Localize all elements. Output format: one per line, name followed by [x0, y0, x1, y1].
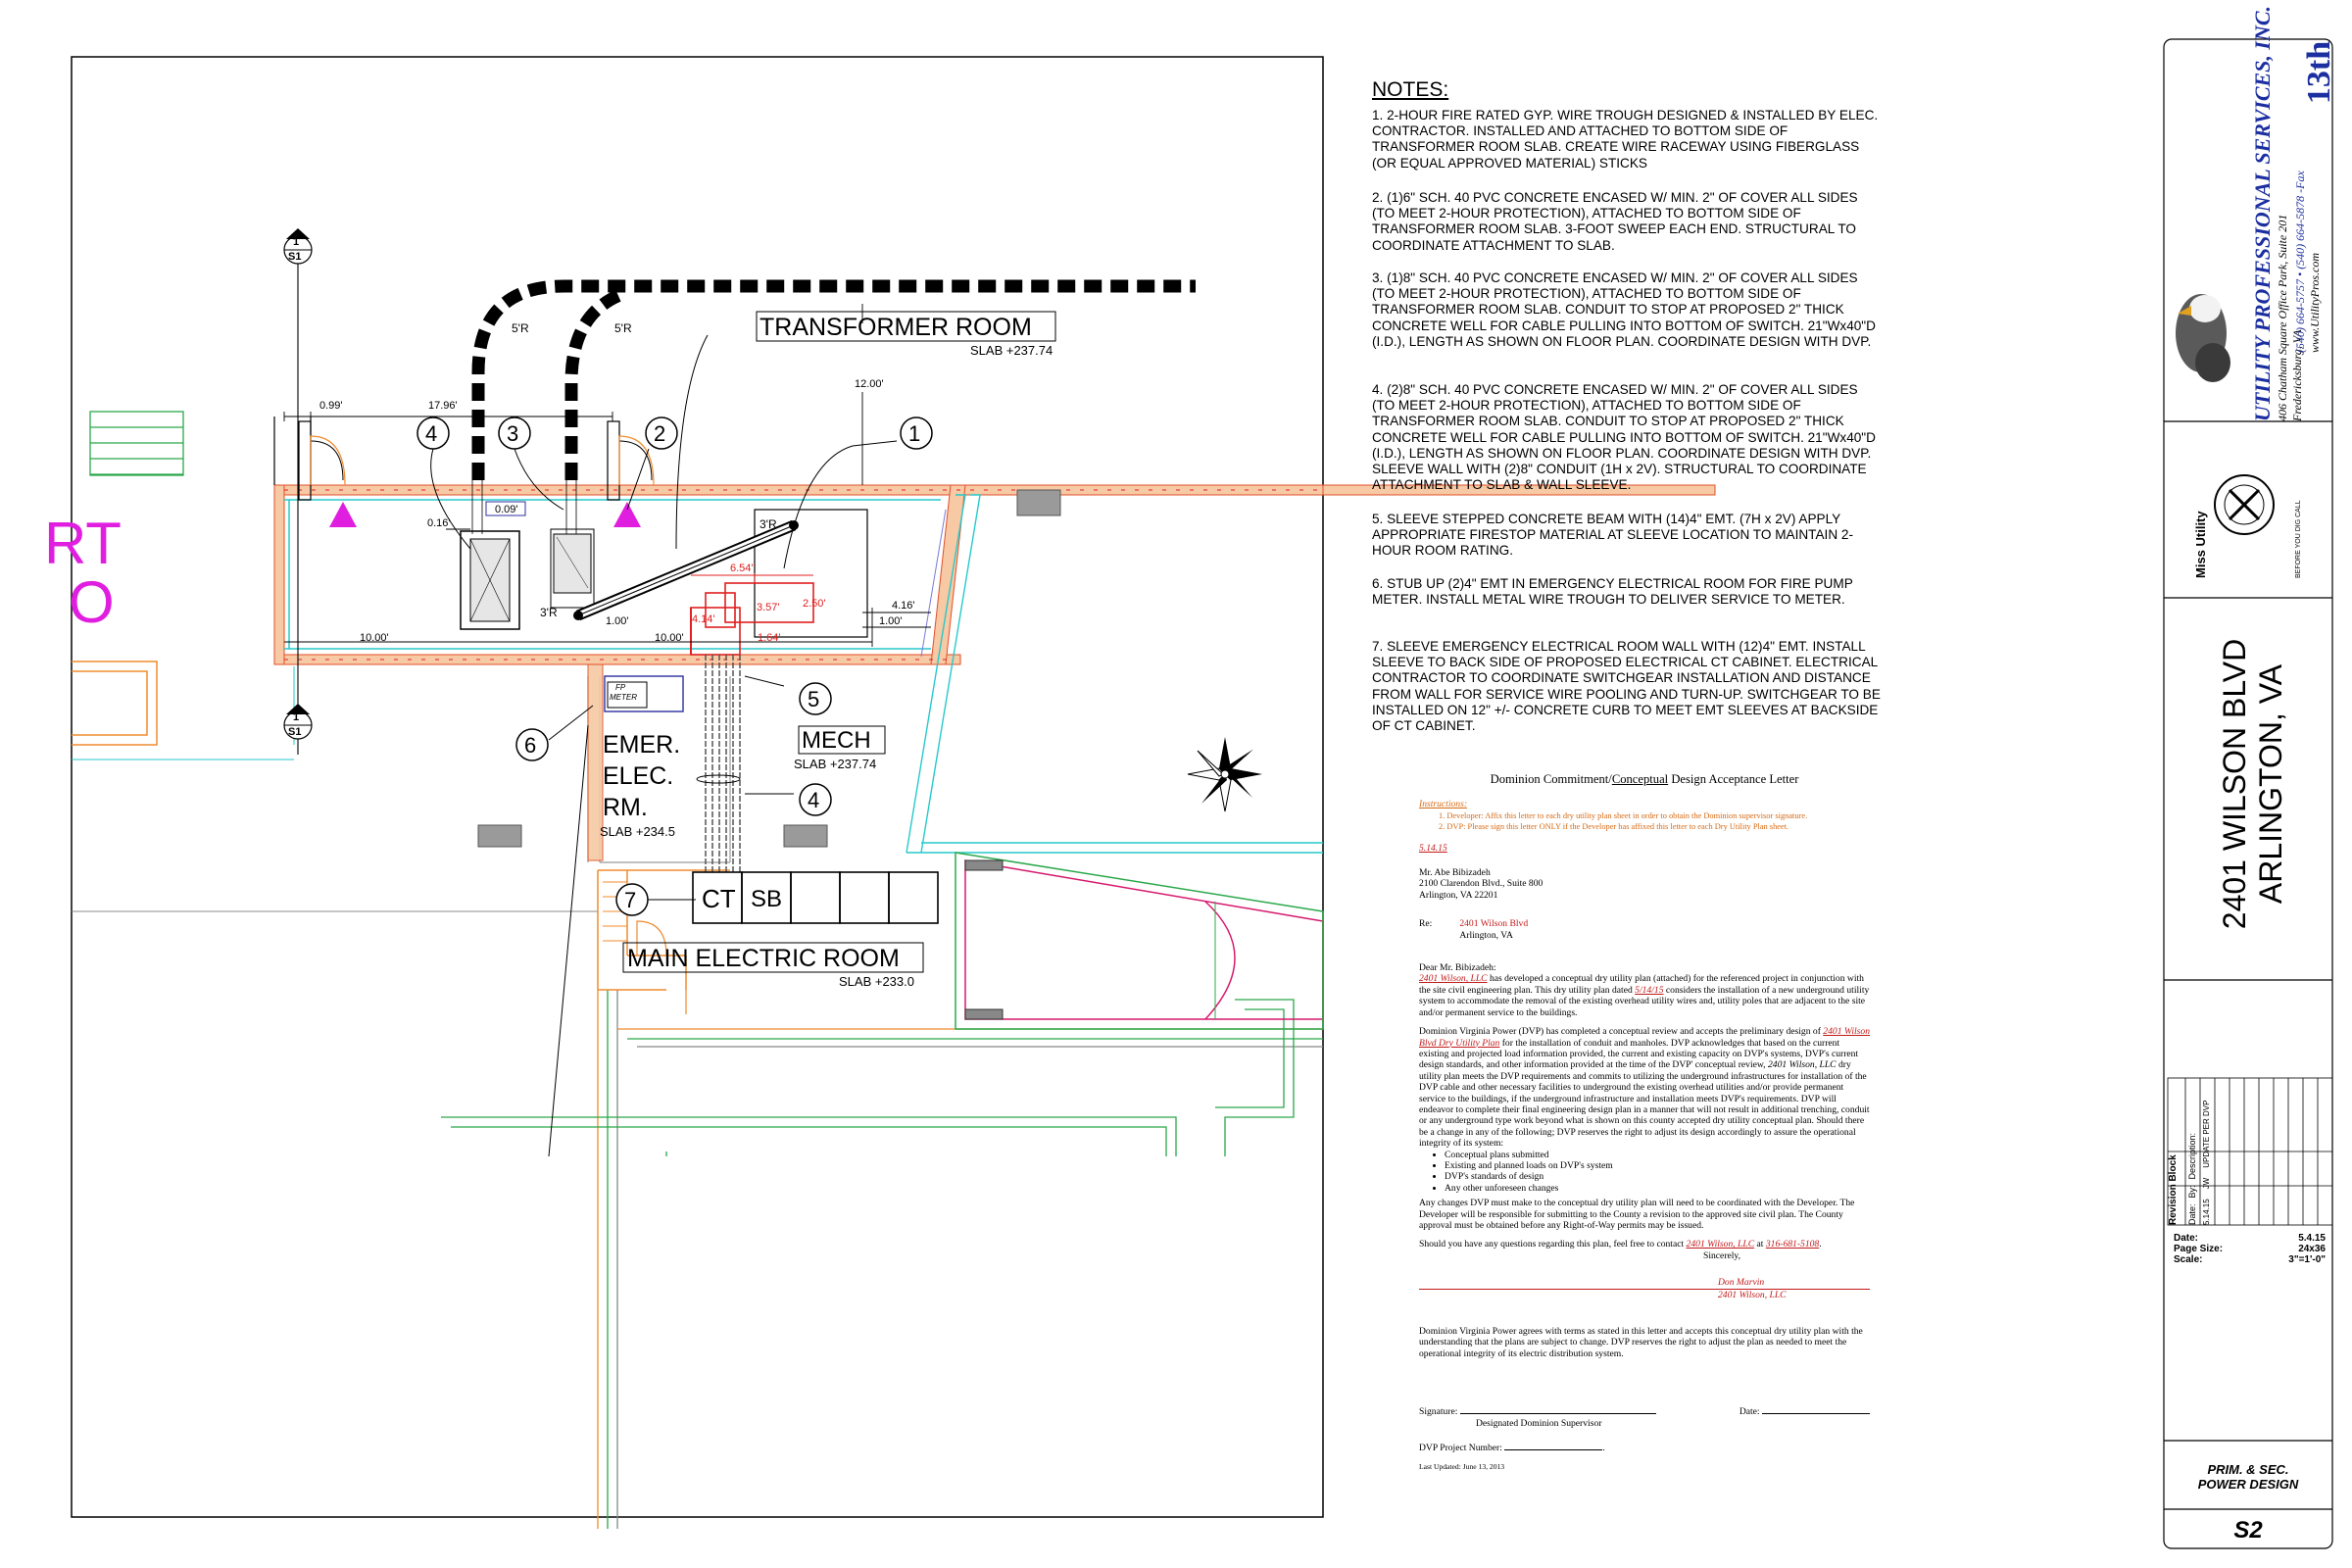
- dim-label: 0.16': [427, 517, 451, 529]
- signature-label: Signature:: [1419, 1406, 1458, 1418]
- sheet-title-2: POWER DESIGN: [2197, 1477, 2299, 1492]
- ct-cabinet-label: CT: [702, 884, 736, 913]
- page-size-value: 24x36: [2298, 1244, 2326, 1254]
- logo-13th: 13th: [2301, 40, 2338, 105]
- letter-sincerely: Sincerely,: [1703, 1250, 1741, 1261]
- main-electric-room-label: MAIN ELECTRIC ROOM: [627, 945, 900, 972]
- fp-label-2: METER: [610, 693, 637, 702]
- notes-title: NOTES:: [1372, 78, 1449, 101]
- list-item: • Conceptual plans submitted: [1445, 1150, 1870, 1160]
- letter-paragraph-2: Dominion Virginia Power (DVP) has completed a conceptual review and accepts the preliminary design of 2401 Wilson Blvd Dry Utility Plan for the installation of conduit and manholes. DVP acknowledges that based on the current existing and projected load information provided, the current and existing capacity on DVP's systems, DVP's current design standards, and other information provided at the time of the DVP' conceptual review, 2401 Wilson, LLC dry utility plan meets the DVP requirements and commits to utilizing the underground infrastructures for installation of the DVP cable and other necessary facilities to underground the existing overhead utilities and/or provide permanent service to the buildings, if the underground infrastructure and installation meets DVP's requirements. DVP will endeavor to complete their final engineering design plan in a manner that will not result in additional trenching, conduit or any underground type work beyond what is shown on this county accepted dry utility conceptual plan. Should there be a change in any of the following; DVP reserves the right to adjust its design accordingly to assure the operational integrity of its system:: [1419, 1026, 1871, 1150]
- letter-title: Dominion Commitment/Conceptual Design Acceptance Letter: [1490, 772, 1799, 786]
- gray-pad: [1017, 490, 1060, 515]
- company-name: UTILITY PROFESSIONAL SERVICES, INC.: [2250, 5, 2275, 421]
- sheet-title-1: PRIM. & SEC.: [2207, 1462, 2289, 1477]
- dim-label: 3'R: [540, 606, 558, 619]
- letter-instruction-2: 2. DVP: Please sign this letter ONLY if the Developer has affixed this letter to each Dry Utility Plan sheet.: [1439, 822, 1789, 832]
- page-size-label: Page Size:: [2174, 1244, 2224, 1254]
- emer-label-3: RM.: [603, 794, 648, 821]
- date-info-label: Date:: [2174, 1233, 2199, 1244]
- date-info-value: 5.4.15: [2298, 1233, 2326, 1244]
- main-slab-label: SLAB +233.0: [839, 974, 914, 989]
- letter-re-1: 2401 Wilson Blvd: [1459, 918, 1529, 930]
- edge-letter-o: O: [69, 569, 115, 635]
- sheet-title: [2164, 1462, 2332, 1492]
- callout-6: 6: [524, 733, 537, 758]
- dim-label: 10.00': [360, 632, 389, 644]
- sheet-info: [2174, 1233, 2326, 1265]
- gray-pad: [478, 825, 521, 847]
- company-address-1: 406 Chatham Square Office Park, Suite 201: [2276, 214, 2289, 421]
- dim-label: 12.00': [855, 378, 884, 390]
- note-4: 4. (2)8" SCH. 40 PVC CONCRETE ENCASED W/ MIN. 2" OF COVER ALL SIDES (TO MEET 2-HOUR PROTECTION), ATTACHED TO BOTTOM SIDE OF TRANSFORMER ROOM SLAB. CONDUIT TO STOP AT PROPOSED 2" THICK CONCRETE WELL FOR CABLE PULLING INTO BOTTOM OF SWITCH. 21"Wx40"D (I.D.), LENGTH AS SHOWN ON FLOOR PLAN. COORDINATE DESIGN WITH DVP. SLEEVE WALL WITH (2)8" CONDUIT (1H x 2V). STRUCTURAL TO COORDINATE ATTACHMENT TO SLAB & WALL SLEEVE.: [1372, 382, 1876, 493]
- company-phone: (540) 664-5757 • (540) 664-5878 -Fax: [2293, 171, 2307, 353]
- rev-date: 5.14.15: [2202, 1199, 2211, 1225]
- sheet-number: S2: [2233, 1517, 2263, 1544]
- rev-header-by: By:: [2187, 1185, 2197, 1199]
- section-num-bottom: 1: [293, 711, 300, 723]
- list-item: • Existing and planned loads on DVP's system: [1445, 1160, 1870, 1171]
- callout-3: 3: [507, 421, 519, 446]
- letter-salutation: Dear Mr. Bibizadeh:: [1419, 962, 1496, 974]
- acceptance-letter: Dominion Commitment/Conceptual Design Acceptance Letter Instructions: 1. Developer: Affix this letter to each dry utility plan sheet in order to obtain the Dominion supervisor signature. 2. DVP: Please sign this letter ONLY if the Developer has affixed this letter to each Dry Utility Plan sheet. 5.14.15 Mr. Abe Bibizadeh 2100 Clarendon Blvd., Suite 800 Arlington, VA 22201 Re: 2401 Wilson Blvd Arlington, VA Dear Mr. Bibizadeh: 2401 Wilson, LLC has developed a conceptual dry utility plan (attached) for the referenced project in conjunction with the site civil engineering plan. This dry utility plan dated 5/14/15 considers the installation of a new underground utility system to accommodate the removal of the existing overhead utility wires and, utility poles that are adjacent to the site and/or permanent service to the buildings. Dominion Virginia Power (DVP) has completed a conceptual review and accepts the preliminary design of 2401 Wilson Blvd Dry Utility Plan for the installation of conduit and manholes. DVP acknowledges that based on the current existing and projected load information provided, the current and existing capacity on DVP's systems, DVP's current design standards, and other information provided at the time of the DVP' conceptual review, 2401 Wilson, LLC dry utility plan meets the DVP requirements and commits to utilizing the underground infrastructures for installation of the DVP cable and other necessary facilities to underground the existing overhead utilities and/or provide permanent service to the buildings, if the underground infrastructure and installation meets DVP's requirements. DVP will endeavor to complete their final engineering design plan in a manner that will not result in additional trenching, conduit or any underground type work beyond what is shown on this county accepted dry utility conceptual plan. Should there be a change in any of the following; DVP reserves the right to adjust its design accordingly to assure the operational integrity of its system: • Conceptual plans submitted • Existing and planned loads on DVP's system • DVP's standards of design • Any other unforeseen changes Any changes DVP must make to the conceptual dry utility plan will need to be coordinated with the Developer. The Developer will be responsible for submitting to the County a revision to the approved site civil plan. The County approval must be obtained before any Right-of-Way permits may be issued. Should you have any questions regarding this plan, feel free to contact 2401 Wilson, LLC at 316-681-5108. Sincerely, Don Marvin 2401 Wilson, LLC Dominion Virginia Power agrees with terms as stated in this letter and accepts this conceptual dry utility plan with the understanding that the plans are subject to change. DVP reserves the right to adjust the plan as needed to meet the operational integrity of its electric distribution system. Signature: Date: Designated Dominion Supervisor DVP Project Number: . Last Updated: June 13, 2013: [1419, 774, 1870, 1473]
- note-5: 5. SLEEVE STEPPED CONCRETE BEAM WITH (14)4" EMT. (7H x 2V) APPLY APPROPRIATE FIRESTOP MATERIAL AT SLEEVE LOCATION TO MAINTAIN 2-HOUR ROOM RATING.: [1372, 512, 1853, 559]
- letter-bullets: [1419, 1150, 1870, 1195]
- list-item: • Any other unforeseen changes: [1445, 1183, 1870, 1194]
- callout-4: 4: [425, 421, 438, 446]
- letter-address-2: 2100 Clarendon Blvd., Suite 800: [1419, 878, 1544, 890]
- miss-utility-logo: [2215, 475, 2274, 534]
- note-6: 6. STUB UP (2)4" EMT IN EMERGENCY ELECTRICAL ROOM FOR FIRE PUMP METER. INSTALL METAL WIRE TROUGH TO DELIVER SERVICE TO METER.: [1372, 576, 1853, 608]
- letter-instruction-1: 1. Developer: Affix this letter to each dry utility plan sheet in order to obtain the Dominion supervisor signature.: [1439, 810, 1808, 820]
- magenta-marker: [329, 502, 357, 527]
- letter-address-1: Mr. Abe Bibizadeh: [1419, 867, 1491, 879]
- dim-label: 4.16': [892, 600, 915, 612]
- dim-label: 0.99': [319, 400, 343, 412]
- letter-signature-org: 2401 Wilson, LLC: [1419, 1289, 1870, 1300]
- dim-label: 1.64': [758, 632, 781, 644]
- letter-instructions: Instructions:: [1419, 799, 1468, 810]
- sheet-border: [72, 57, 1323, 1517]
- dim-label: 6.54': [730, 563, 754, 574]
- dim-label: 0.09': [495, 504, 518, 515]
- miss-utility-small: BEFORE YOU DIG CALL: [2295, 500, 2302, 578]
- letter-paragraph-1: 2401 Wilson, LLC has developed a conceptual dry utility plan (attached) for the referenced project in conjunction with the site civil engineering plan. This dry utility plan dated 5/14/15 considers the installation of a new underground utility system to accommodate the removal of the existing overhead utility wires and, utility poles that are adjacent to the site and/or permanent service to the buildings.: [1419, 973, 1870, 1018]
- dim-label: 1.00': [606, 615, 629, 627]
- list-item: • DVP's standards of design: [1445, 1171, 1870, 1182]
- transformer-room-label: TRANSFORMER ROOM: [760, 314, 1032, 341]
- dim-label: 3.57': [757, 602, 780, 613]
- last-updated: Last Updated: June 13, 2013: [1419, 1462, 1505, 1472]
- emer-slab-label: SLAB +234.5: [600, 824, 675, 839]
- company-address-2: Fredericksburg, VA: [2290, 329, 2304, 421]
- letter-re-2: Arlington, VA: [1459, 929, 1513, 941]
- dim-label: 1.00': [879, 615, 903, 627]
- dim-label: 17.96': [428, 400, 458, 412]
- note-3: 3. (1)8" SCH. 40 PVC CONCRETE ENCASED W/ MIN. 2" OF COVER ALL SIDES (TO MEET 2-HOUR PROTECTION), ATTACHED TO BOTTOM SIDE OF TRANSFORMER ROOM SLAB. CONDUIT TO STOP AT PROPOSED 2" THICK CONCRETE WELL FOR CABLE PULLING INTO BOTTOM OF SWITCH. 21"Wx40"D (I.D.), LENGTH AS SHOWN ON FLOOR PLAN. COORDINATE DESIGN WITH DVP.: [1372, 270, 1876, 349]
- scale-value: 3"=1'-0": [2288, 1254, 2326, 1265]
- letter-paragraph-4: Should you have any questions regarding this plan, feel free to contact 2401 Wilson, LLC at 316-681-5108.: [1419, 1239, 1822, 1250]
- emer-label-2: ELEC.: [603, 762, 674, 790]
- project-name-block: [2217, 617, 2305, 951]
- project-number-label: DVP Project Number:: [1419, 1443, 1502, 1454]
- mech-slab-label: SLAB +237.74: [794, 757, 877, 771]
- letter-signature-name: Don Marvin: [1718, 1277, 1765, 1289]
- callout-1: 1: [908, 421, 921, 446]
- letter-address-3: Arlington, VA 22201: [1419, 889, 1498, 901]
- fp-label-1: FP: [615, 683, 626, 692]
- gray-pad: [784, 825, 827, 847]
- scale-label: Scale:: [2174, 1254, 2203, 1265]
- letter-re-label: Re:: [1419, 918, 1433, 930]
- rev-by: JW: [2202, 1177, 2211, 1190]
- dim-label: 10.00': [655, 632, 684, 644]
- section-sheet-top: S1: [288, 251, 302, 263]
- note-7: 7. SLEEVE EMERGENCY ELECTRICAL ROOM WALL WITH (12)4" EMT. INSTALL SLEEVE TO BACK SIDE OF PROPOSED ELECTRICAL CT CABINET. ELECTRICAL CONTRACTOR TO COORDINATE SWITCHGEAR INSTALLATION AND DISTANCE FROM WALL FOR SERVICE WIRE POOLING AND TURN-UP. SWITCHGEAR TO BE INSTALLED ON 12" +/- CONCRETE CURB TO MEET EMT SLEEVES AT BACKSIDE OF CT CABINET.: [1372, 639, 1881, 734]
- project-name-1: 2401 WILSON BLVD: [2217, 638, 2252, 930]
- date-label: Date:: [1739, 1406, 1760, 1418]
- miss-utility-label: Miss Utility: [2193, 511, 2208, 578]
- revision-block-title: Revision Block: [2168, 1154, 2179, 1225]
- callout-2: 2: [654, 421, 666, 446]
- callout-4b: 4: [808, 788, 820, 812]
- callout-7: 7: [624, 888, 637, 912]
- north-arrow: [1188, 737, 1262, 811]
- dim-label: 3'R: [760, 517, 777, 531]
- dim-label: 2.50': [803, 598, 826, 610]
- rev-desc: UPDATE PER DVP: [2202, 1100, 2211, 1168]
- magenta-marker: [613, 502, 641, 527]
- company-web: www.UtilityPros.com: [2308, 253, 2322, 353]
- dim-label: 5'R: [512, 321, 529, 335]
- mech-label: MECH: [802, 727, 871, 754]
- letter-paragraph-3: Any changes DVP must make to the conceptual dry utility plan will need to be coordinated with the Developer. The Developer will be responsible for submitting to the County a revision to the approved site civil plan. The County approval must be obtained before any Right-of-Way permits may be issued.: [1419, 1198, 1855, 1231]
- rev-header-desc: Description:: [2187, 1132, 2197, 1180]
- switchboard-label: SB: [751, 886, 783, 912]
- revision-row: [2202, 1101, 2211, 1225]
- section-num-top: 1: [293, 236, 300, 248]
- project-name-2: ARLINGTON, VA: [2253, 663, 2288, 905]
- designated-supervisor: Designated Dominion Supervisor: [1476, 1417, 1602, 1429]
- note-1: 1. 2-HOUR FIRE RATED GYP. WIRE TROUGH DESIGNED & INSTALLED BY ELEC. CONTRACTOR. INSTALLED AND ATTACHED TO BOTTOM SIDE OF TRANSFORMER ROOM SLAB. CREATE WIRE RACEWAY USING FIBERGLASS (OR EQUAL APPROVED MATERIAL) STICKS: [1372, 108, 1879, 171]
- edge-letters: RT: [44, 511, 122, 576]
- emer-label-1: EMER.: [603, 731, 681, 759]
- eagle-logo: [2176, 294, 2230, 382]
- dim-label: 5'R: [614, 321, 632, 335]
- callout-5: 5: [808, 687, 820, 711]
- note-2: 2. (1)6" SCH. 40 PVC CONCRETE ENCASED W/ MIN. 2" OF COVER ALL SIDES (TO MEET 2-HOUR PROTECTION), ATTACHED TO BOTTOM SIDE OF TRANSFORMER ROOM SLAB. 3-FOOT SWEEP EACH END. STRUCTURAL TO COORDINATE ATTACHMENT TO SLAB.: [1372, 190, 1858, 253]
- letter-paragraph-5: Dominion Virginia Power agrees with terms as stated in this letter and accepts this conceptual dry utility plan with the understanding that the plans are subject to change. DVP reserves the right to adjust the plan as needed to meet the operational integrity of its electric distribution system.: [1419, 1326, 1863, 1359]
- transformer-slab-label: SLAB +237.74: [970, 343, 1054, 358]
- revision-headers: [2187, 1133, 2197, 1225]
- section-sheet-bottom: S1: [288, 726, 302, 738]
- letter-date: 5.14.15: [1419, 842, 1447, 854]
- dim-label: 4.14': [692, 613, 715, 625]
- rev-header-date: Date:: [2187, 1203, 2197, 1225]
